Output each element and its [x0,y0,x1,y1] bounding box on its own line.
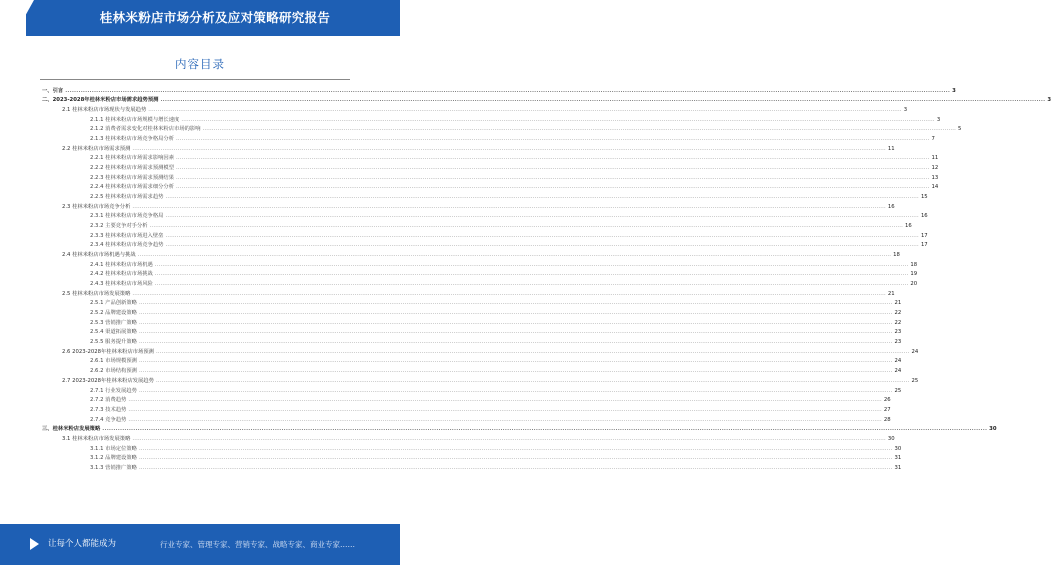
toc-entry-page: 3 [903,107,908,114]
toc-entry-title: 2.5.1 产品创新策略 [90,300,137,307]
toc-entry-title: 2.2.3 桂林米粉店市场需求预测结果 [90,174,175,181]
toc-leader-dots: ................................................................................................................................................................................................................................................................................................................................................................................................................ [138,300,893,307]
toc-entry[interactable] [40,384,902,394]
toc-entry-page: 23 [894,329,902,336]
toc-leader-dots: ................................................................................................................................................................................................................................................................................................................................................................................................................ [138,387,893,394]
toc-entry-title: 2.7.2 消费趋势 [90,397,127,404]
toc-entry-title: 2.3.1 桂林米粉店市场竞争格局 [90,213,164,220]
toc-entry-title: 2.2.1 桂林米粉店市场需求影响因素 [90,155,175,162]
toc-entry[interactable] [40,268,918,278]
toc-entry-title: 2.3.4 桂林米粉店市场竞争趋势 [90,242,164,249]
toc-entry-title: 2.1.3 桂林米粉店市场竞争格局分析 [90,136,175,143]
toc-leader-dots: ................................................................................................................................................................................................................................................................................................................................................................................................................ [138,319,893,326]
toc-entry[interactable] [40,132,935,143]
toc-leader-dots: ................................................................................................................................................................................................................................................................................................................................................................................................................ [128,406,882,413]
toc-entry-page: 26 [883,397,891,404]
toc-leader-dots: ................................................................................................................................................................................................................................................................................................................................................................................................................ [132,435,886,442]
toc-entry-title: 2.7 2023-2028年桂林米粉店发展趋势 [62,377,154,384]
toc-entry-page: 3 [952,87,956,94]
toc-leader-dots: ................................................................................................................................................................................................................................................................................................................................................................................................................ [148,107,902,114]
toc-leader-dots: ................................................................................................................................................................................................................................................................................................................................................................................................................ [102,426,988,433]
toc-entry[interactable] [40,190,928,201]
toc-entry-page: 22 [894,310,902,317]
toc-leader-dots: ................................................................................................................................................................................................................................................................................................................................................................................................................ [155,377,910,384]
header-banner [0,0,400,36]
toc-entry[interactable] [40,94,1051,104]
toc-entry-title: 2.6 2023-2028年桂林米粉店市场预测 [62,348,154,355]
banner-decoration-triangle [14,0,34,36]
toc-heading: 内容目录 [175,57,225,71]
toc-entry-title: 2.7.1 行业发展趋势 [90,387,137,394]
toc-entry-title: 3.1.2 品牌建设策略 [90,455,137,462]
toc-entry[interactable] [40,142,895,152]
toc-entry-page: 17 [920,232,928,239]
toc-entry-page: 13 [931,174,939,181]
toc-entry[interactable] [40,432,895,442]
toc-entry[interactable] [40,248,900,259]
toc-top-divider [40,79,350,80]
toc-entry[interactable] [40,123,962,133]
toc-entry-page: 24 [911,348,919,355]
toc-entry-title: 2.5.3 营销推广策略 [90,319,137,326]
toc-entry[interactable] [40,297,902,307]
toc-entry[interactable] [40,355,902,365]
toc-entry[interactable] [40,364,902,375]
arrow-icon [30,538,39,550]
toc-entry[interactable] [40,258,918,268]
toc-entry-title: 2.2.5 桂林米粉店市场需求趋势 [90,194,164,201]
toc-leader-dots: ................................................................................................................................................................................................................................................................................................................................................................................................................ [154,261,909,268]
toc-entry[interactable] [40,326,902,336]
toc-leader-dots: ................................................................................................................................................................................................................................................................................................................................................................................................................ [138,358,893,365]
toc-entry-page: 24 [894,368,902,375]
toc-leader-dots: ................................................................................................................................................................................................................................................................................................................................................................................................................ [176,184,930,191]
toc-leader-dots: ................................................................................................................................................................................................................................................................................................................................................................................................................ [128,416,882,423]
toc-leader-dots: ................................................................................................................................................................................................................................................................................................................................................................................................................ [138,310,893,317]
toc-entry-page: 27 [883,406,891,413]
toc-entry[interactable] [40,171,939,181]
toc-entry-page: 19 [910,271,918,278]
toc-entry-page: 25 [911,377,919,384]
toc-entry-title: 2.3.2 主要竞争对手分析 [90,223,148,230]
footer-slogan: 让每个人都能成为 [48,539,117,549]
toc-entry[interactable] [40,200,895,210]
toc-entry-page: 22 [894,319,902,326]
toc-entry-title: 3.1.3 营销推广策略 [90,464,137,471]
toc-entry[interactable] [40,306,902,317]
table-of-contents [40,84,1051,471]
toc-entry-title: 2.5.4 渠道拓展策略 [90,329,137,336]
toc-entry-title: 二、2023-2028年桂林米粉店市场需求趋势预测 [42,97,159,104]
toc-leader-dots: ................................................................................................................................................................................................................................................................................................................................................................................................................ [165,242,919,249]
toc-leader-dots: ................................................................................................................................................................................................................................................................................................................................................................................................................ [154,281,909,288]
toc-entry-title: 2.1.1 桂林米粉店市场规模与增长速度 [90,116,180,123]
toc-entry-title: 2.4.2 桂林米粉店市场挑战 [90,271,153,278]
toc-entry-page: 18 [910,261,918,268]
toc-leader-dots: ................................................................................................................................................................................................................................................................................................................................................................................................................ [176,155,930,162]
toc-entry[interactable] [40,461,902,471]
toc-entry[interactable] [40,181,939,191]
toc-entry[interactable] [40,374,919,384]
toc-entry-page: 21 [894,300,902,307]
toc-leader-dots: ................................................................................................................................................................................................................................................................................................................................................................................................................ [138,329,893,336]
toc-entry-title: 2.4.1 桂林米粉店市场机遇 [90,261,153,268]
toc-entry-title: 2.3 桂林米粉店市场竞争分析 [62,203,131,210]
toc-leader-dots: ................................................................................................................................................................................................................................................................................................................................................................................................................ [128,397,882,404]
toc-entry-page: 25 [894,387,902,394]
toc-entry[interactable] [40,219,912,230]
toc-entry[interactable] [40,442,902,452]
toc-entry[interactable] [40,423,997,433]
toc-entry[interactable] [40,413,891,423]
toc-leader-dots: ................................................................................................................................................................................................................................................................................................................................................................................................................ [176,165,930,172]
toc-entry-page: 16 [920,213,928,220]
toc-entry-title: 2.5.2 品牌建设策略 [90,310,137,317]
toc-entry-page: 20 [910,281,918,288]
toc-leader-dots: ................................................................................................................................................................................................................................................................................................................................................................................................................ [137,252,892,259]
toc-leader-dots: ................................................................................................................................................................................................................................................................................................................................................................................................................ [176,174,930,181]
report-title: 桂林米粉店市场分析及应对策略研究报告 [99,10,331,25]
toc-entry-title: 2.5 桂林米粉店市场发展策略 [62,290,131,297]
toc-leader-dots: ................................................................................................................................................................................................................................................................................................................................................................................................................ [132,145,886,152]
toc-entry-page: 12 [931,165,939,172]
toc-leader-dots: ................................................................................................................................................................................................................................................................................................................................................................................................................ [181,116,935,123]
toc-entry[interactable] [40,113,941,123]
toc-entry-page: 3 [936,116,941,123]
toc-entry[interactable] [40,103,908,114]
toc-entry-page: 14 [931,184,939,191]
toc-entry-title: 2.4 桂林米粉店市场机遇与挑战 [62,252,136,259]
toc-leader-dots: ................................................................................................................................................................................................................................................................................................................................................................................................................ [202,126,957,133]
toc-entry-page: 30 [887,435,895,442]
toc-leader-dots: ................................................................................................................................................................................................................................................................................................................................................................................................................ [138,339,893,346]
toc-entry-title: 2.7.4 竞争趋势 [90,416,127,423]
toc-entry-page: 31 [894,455,902,462]
toc-entry-page: 30 [989,426,997,433]
toc-entry-title: 2.5.5 服务提升策略 [90,339,137,346]
toc-entry-page: 17 [920,242,928,249]
toc-entry-page: 23 [894,339,902,346]
toc-entry[interactable] [40,239,928,249]
toc-entry-title: 3.1 桂林米粉店市场发展策略 [62,435,131,442]
toc-entry-page: 18 [893,252,900,259]
toc-leader-dots: ................................................................................................................................................................................................................................................................................................................................................................................................................ [165,194,919,201]
toc-entry[interactable] [40,335,902,346]
toc-entry-title: 2.1 桂林米粉店市场现状与发展趋势 [62,107,147,114]
toc-entry[interactable] [40,345,919,355]
footer-banner [0,524,400,565]
toc-entry-title: 2.2 桂林米粉店市场需求预测 [62,145,131,152]
toc-entry-page: 16 [905,223,912,230]
toc-entry-title: 2.6.1 市场规模预测 [90,358,137,365]
toc-entry[interactable] [40,394,891,404]
toc-entry-title: 2.3.3 桂林米粉店市场进入壁垒 [90,232,164,239]
toc-entry[interactable] [40,84,956,94]
toc-entry-page: 24 [894,358,902,365]
toc-entry-title: 2.1.2 消费者需求变化对桂林米粉店市场的影响 [90,126,201,133]
toc-leader-dots: ................................................................................................................................................................................................................................................................................................................................................................................................................ [165,213,919,220]
toc-leader-dots: ................................................................................................................................................................................................................................................................................................................................................................................................................ [138,368,893,375]
toc-entry[interactable] [40,229,928,239]
toc-leader-dots: ................................................................................................................................................................................................................................................................................................................................................................................................................ [176,136,930,143]
toc-leader-dots: ................................................................................................................................................................................................................................................................................................................................................................................................................ [165,232,919,239]
toc-entry-title: 2.4.3 桂林米粉店市场风险 [90,281,153,288]
toc-entry-title: 2.2.2 桂林米粉店市场需求预测模型 [90,165,175,172]
toc-entry[interactable] [40,316,902,326]
toc-leader-dots: ................................................................................................................................................................................................................................................................................................................................................................................................................ [138,445,893,452]
toc-leader-dots: ................................................................................................................................................................................................................................................................................................................................................................................................................ [65,87,951,94]
toc-leader-dots: ................................................................................................................................................................................................................................................................................................................................................................................................................ [138,464,893,471]
toc-leader-dots: ................................................................................................................................................................................................................................................................................................................................................................................................................ [154,271,909,278]
toc-leader-dots: ................................................................................................................................................................................................................................................................................................................................................................................................................ [149,223,904,230]
toc-entry-title: 三、桂林米粉店发展策略 [42,426,101,433]
toc-leader-dots: ................................................................................................................................................................................................................................................................................................................................................................................................................ [160,97,1046,104]
toc-entry[interactable] [40,210,928,220]
toc-entry-page: 3 [1047,97,1051,104]
toc-entry[interactable] [40,277,918,288]
toc-entry-page: 15 [920,194,928,201]
toc-entry-page: 11 [931,155,939,162]
toc-entry[interactable] [40,287,895,297]
toc-entry-page: 21 [887,290,895,297]
toc-entry-page: 16 [887,203,895,210]
toc-entry-page: 30 [894,445,902,452]
toc-entry-page: 5 [958,126,962,133]
toc-entry-title: 2.2.4 桂林米粉店市场需求细分分析 [90,184,175,191]
toc-entry-title: 2.6.2 市场结构预测 [90,368,137,375]
toc-leader-dots: ................................................................................................................................................................................................................................................................................................................................................................................................................ [132,203,886,210]
toc-entry[interactable] [40,152,939,162]
toc-entry[interactable] [40,452,902,462]
toc-entry-page: 7 [931,136,935,143]
toc-entry[interactable] [40,161,939,172]
toc-leader-dots: ................................................................................................................................................................................................................................................................................................................................................................................................................ [155,348,910,355]
toc-entry-title: 3.1.1 市场定位策略 [90,445,137,452]
toc-entry-title: 一、引言 [42,87,64,94]
toc-entry[interactable] [40,403,891,413]
toc-entry-page: 11 [887,145,895,152]
toc-leader-dots: ................................................................................................................................................................................................................................................................................................................................................................................................................ [138,455,893,462]
toc-entry-page: 28 [883,416,891,423]
footer-subtext: 行业专家、管理专家、营销专家、战略专家、商业专家…… [160,540,355,549]
toc-entry-page: 31 [894,464,902,471]
toc-entry-title: 2.7.3 技术趋势 [90,406,127,413]
toc-leader-dots: ................................................................................................................................................................................................................................................................................................................................................................................................................ [132,290,886,297]
